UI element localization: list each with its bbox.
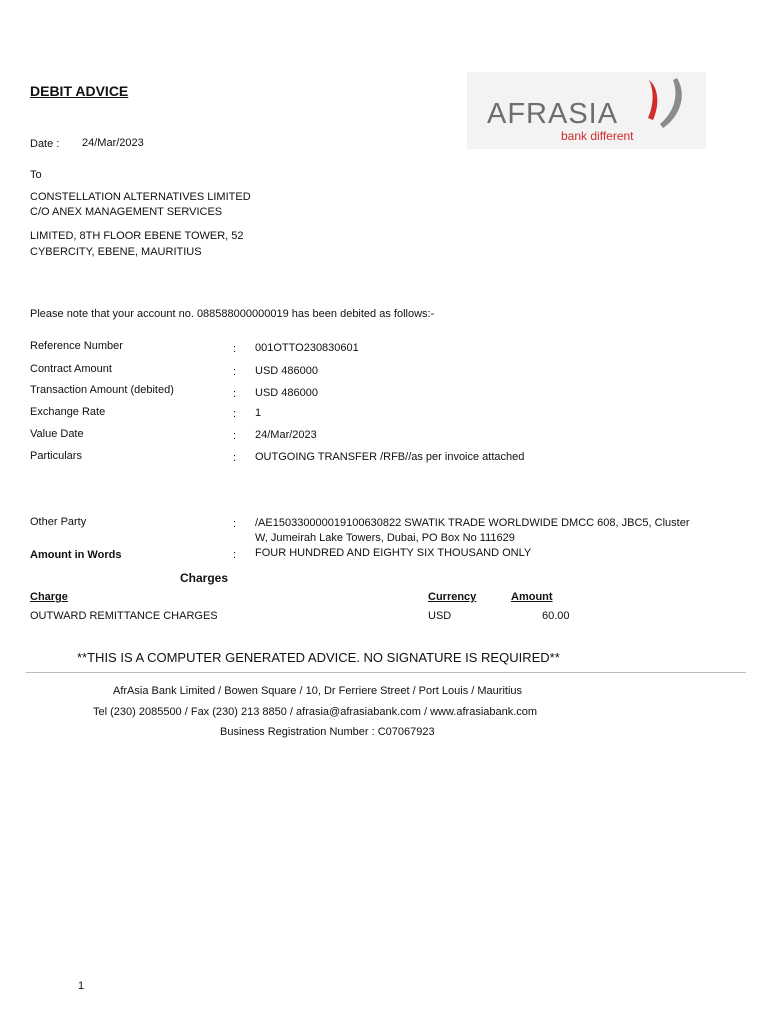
transaction-colon: : bbox=[233, 388, 237, 400]
footer-divider bbox=[26, 672, 746, 673]
address-line-1: CONSTELLATION ALTERNATIVES LIMITED bbox=[30, 191, 251, 203]
computer-generated-notice: **THIS IS A COMPUTER GENERATED ADVICE. NO SIGNATURE IS REQUIRED** bbox=[77, 650, 560, 665]
reference-value: 001OTTO230830601 bbox=[255, 342, 359, 354]
address-line-4: CYBERCITY, EBENE, MAURITIUS bbox=[30, 246, 202, 258]
date-value: 24/Mar/2023 bbox=[82, 137, 144, 149]
address-line-2: C/O ANEX MANAGEMENT SERVICES bbox=[30, 206, 223, 218]
value-date-value: 24/Mar/2023 bbox=[255, 429, 317, 441]
contract-value: USD 486000 bbox=[255, 365, 318, 377]
amount-words-label: Amount in Words bbox=[30, 549, 122, 561]
reference-label: Reference Number bbox=[30, 340, 123, 352]
to-label: To bbox=[30, 169, 42, 181]
charges-header-currency: Currency bbox=[428, 591, 477, 603]
reference-colon: : bbox=[233, 343, 237, 355]
contract-label: Contract Amount bbox=[30, 363, 112, 375]
other-party-colon: : bbox=[233, 518, 237, 530]
value-date-label: Value Date bbox=[30, 428, 84, 440]
charges-row-amount: 60.00 bbox=[542, 610, 570, 622]
exchange-value: 1 bbox=[255, 407, 262, 419]
address-line-3: LIMITED, 8TH FLOOR EBENE TOWER, 52 bbox=[30, 230, 244, 242]
logo-tagline: bank different bbox=[561, 129, 634, 143]
charges-title: Charges bbox=[180, 571, 229, 585]
footer-registration: Business Registration Number : C07067923 bbox=[220, 726, 435, 738]
transaction-label: Transaction Amount (debited) bbox=[30, 384, 174, 396]
other-party-value-line-1: /AE150330000019100630822 SWATIK TRADE WORLDWIDE DMCC 608, JBC5, Cluster bbox=[255, 517, 690, 529]
footer-address: AfrAsia Bank Limited / Bowen Square / 10, Dr Ferriere Street / Port Louis / Mauritius bbox=[113, 685, 523, 697]
exchange-label: Exchange Rate bbox=[30, 406, 106, 418]
particulars-label: Particulars bbox=[30, 450, 82, 462]
amount-words-value: FOUR HUNDRED AND EIGHTY SIX THOUSAND ONLY bbox=[255, 547, 532, 559]
date-label: Date : bbox=[30, 138, 60, 150]
other-party-label: Other Party bbox=[30, 516, 87, 528]
value-date-colon: : bbox=[233, 430, 237, 442]
contract-colon: : bbox=[233, 366, 237, 378]
transaction-value: USD 486000 bbox=[255, 387, 318, 399]
page-number: 1 bbox=[78, 980, 85, 992]
logo-wordmark: AFRASIA bbox=[487, 98, 619, 130]
charges-row-charge: OUTWARD REMITTANCE CHARGES bbox=[30, 610, 218, 622]
amount-words-colon: : bbox=[233, 549, 237, 561]
charges-row-currency: USD bbox=[428, 610, 452, 622]
footer-contact: Tel (230) 2085500 / Fax (230) 213 8850 / afrasia@afrasiabank.com / www.afrasiabank.com bbox=[93, 706, 538, 718]
other-party-value-line-2: W, Jumeirah Lake Towers, Dubai, PO Box No 111629 bbox=[255, 532, 515, 544]
intro-text: Please note that your account no. 088588000000019 has been debited as follows:- bbox=[30, 308, 435, 320]
particulars-value: OUTGOING TRANSFER /RFB//as per invoice attached bbox=[255, 451, 525, 463]
charges-header-amount: Amount bbox=[511, 591, 553, 603]
charges-header-charge: Charge bbox=[30, 591, 68, 603]
particulars-colon: : bbox=[233, 452, 237, 464]
afrasia-logo bbox=[467, 72, 706, 149]
document-title: DEBIT ADVICE bbox=[30, 83, 129, 99]
exchange-colon: : bbox=[233, 408, 237, 420]
